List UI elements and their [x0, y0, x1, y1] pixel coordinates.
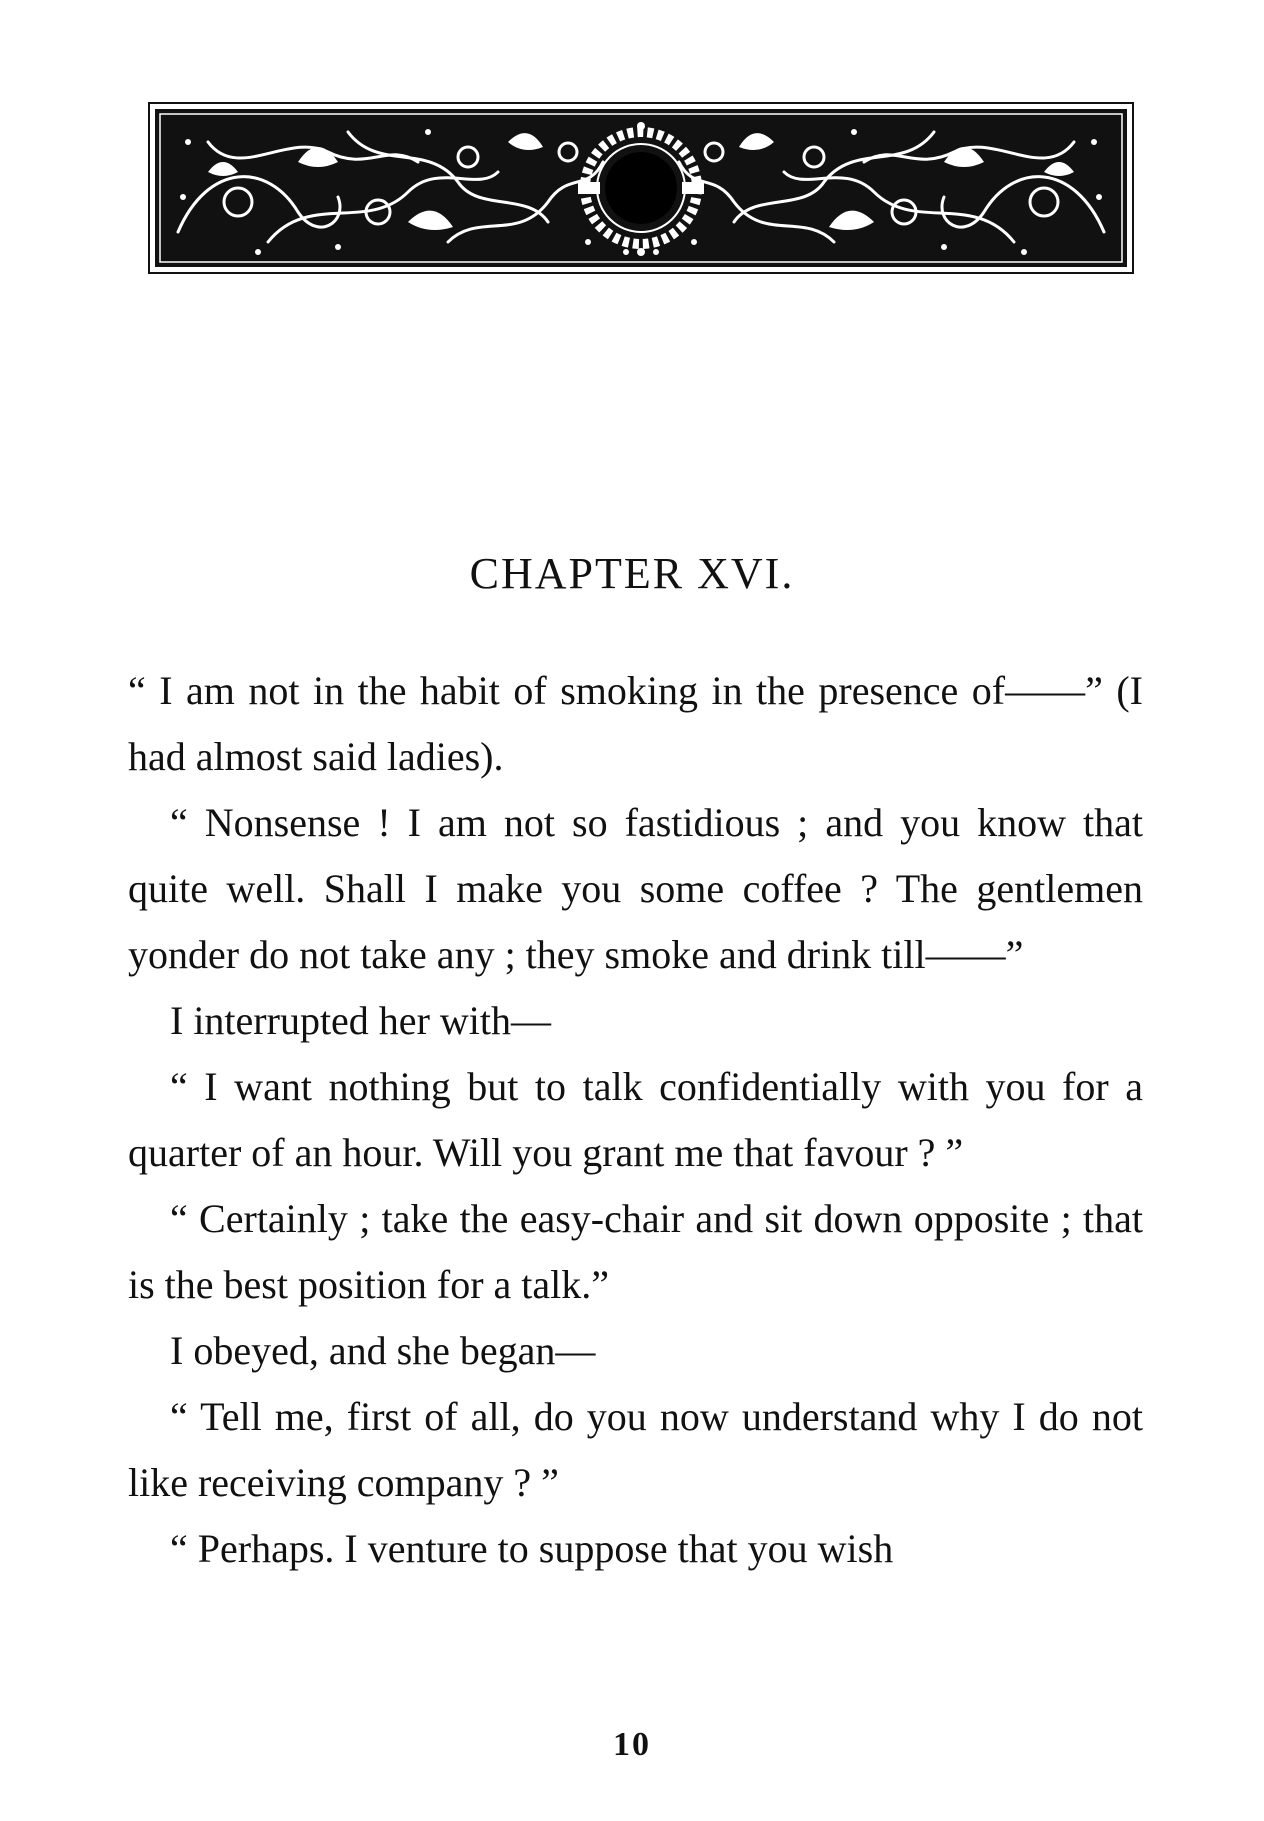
ornamental-headpiece — [148, 102, 1134, 274]
body-text — [128, 658, 1143, 1582]
paragraph: “ Tell me, first of all, do you now understand why I do not like receiving company ? ” — [128, 1394, 1143, 1505]
paragraph: I interrupted her with— — [170, 998, 551, 1043]
foliage-ornament-icon — [148, 102, 1134, 274]
paragraph: “ Perhaps. I venture to suppose that you wish — [170, 1526, 894, 1571]
paragraph: “ I am not in the habit of smoking in the presence of——” (I had almost said ladies). — [128, 668, 1143, 779]
paragraph: “ Certainly ; take the easy-chair and sit down opposite ; that is the best position for a talk.” — [128, 1196, 1143, 1307]
chapter-title: CHAPTER XVI. — [469, 549, 795, 598]
paragraph: “ Nonsense ! I am not so fastidious ; and you know that quite well. Shall I make you some coffee ? The gentlemen yonder do not take any ; they smoke and drink till——” — [128, 800, 1143, 977]
paragraph: “ I want nothing but to talk confidentially with you for a quarter of an hour. Will you grant me that favour ? ” — [128, 1064, 1143, 1175]
paragraph: I obeyed, and she began— — [170, 1328, 596, 1373]
page-number: 10 — [613, 1726, 651, 1763]
